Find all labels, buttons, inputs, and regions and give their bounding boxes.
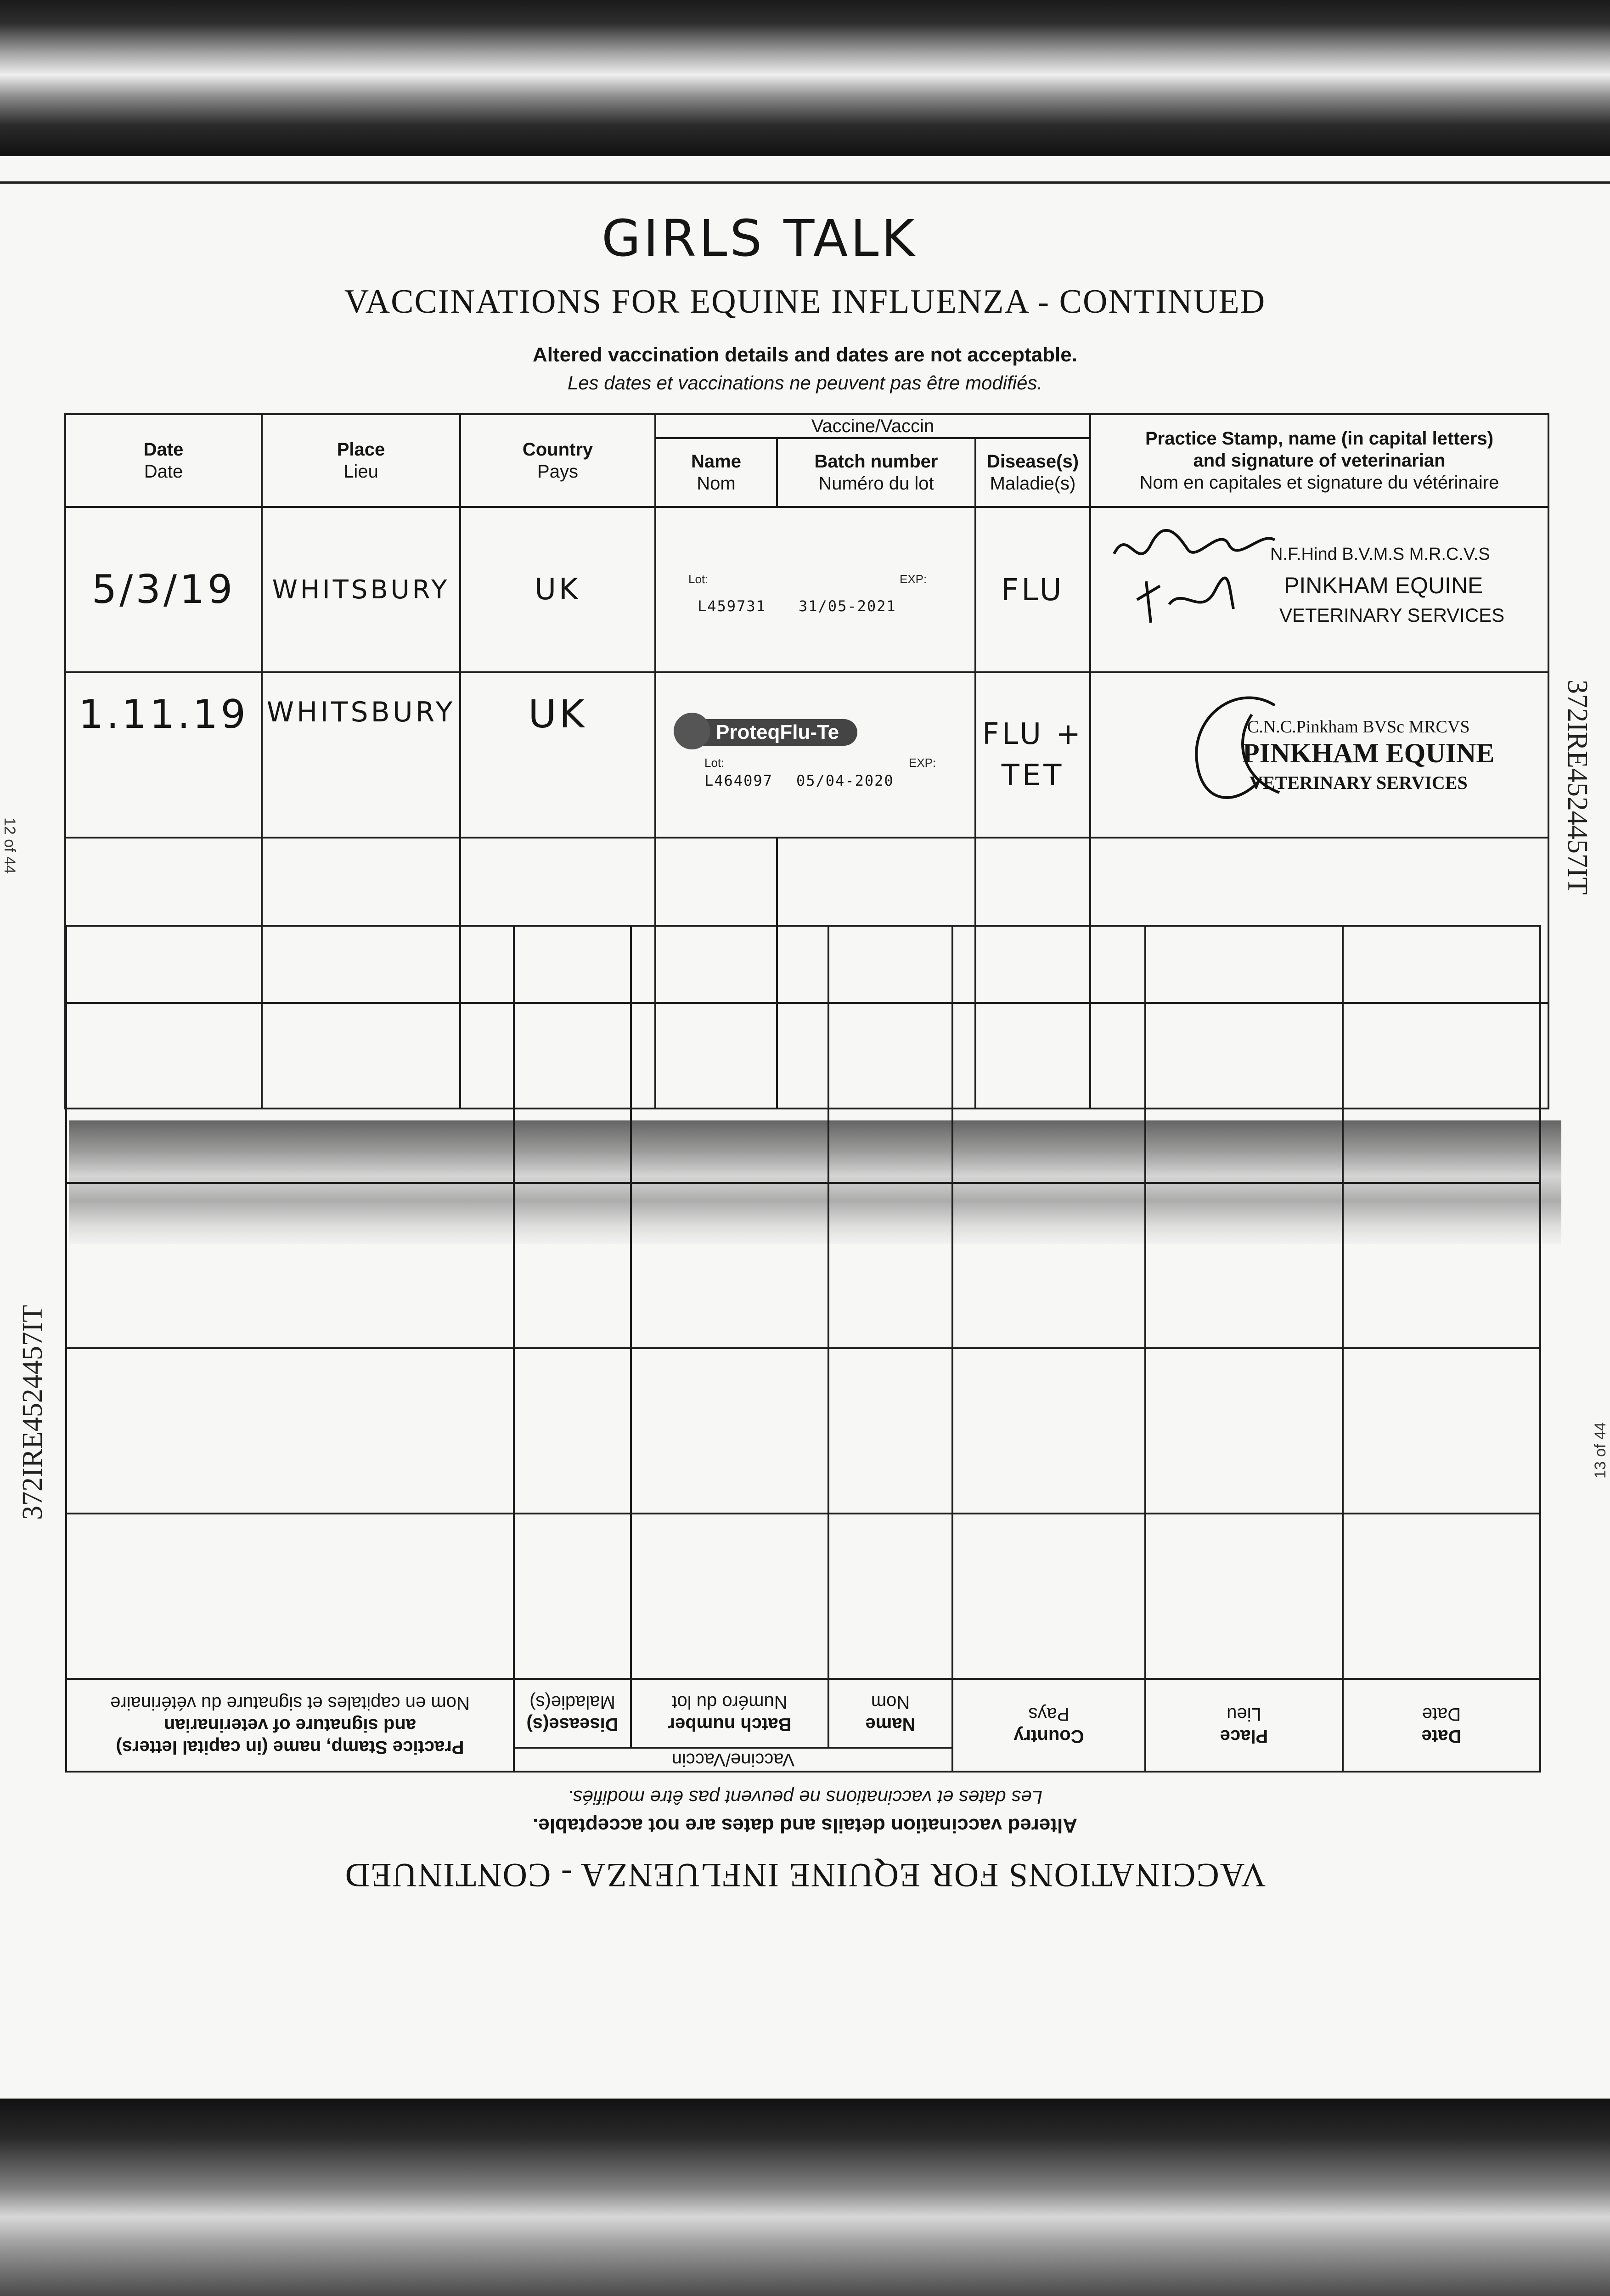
row2-exp: 05/04-2020 xyxy=(796,772,894,789)
header-vaccine: Vaccine/Vaccin xyxy=(514,1748,952,1772)
product-name: ProteqFlu-Te xyxy=(716,721,839,743)
row1-country: UK xyxy=(460,507,655,672)
header-batch: Batch number Numéro du lot xyxy=(777,438,975,507)
stamp-line: N.F.Hind B.V.M.S M.R.C.V.S xyxy=(1270,545,1490,564)
row1-disease: FLU xyxy=(975,507,1090,672)
stamp-line: VETERINARY SERVICES xyxy=(1279,604,1505,626)
row2-disease: FLU + TET xyxy=(975,672,1090,838)
stamp-line: PINKHAM EQUINE xyxy=(1284,573,1483,598)
stamp-line: VETERINARY SERVICES xyxy=(1250,772,1468,793)
row2-lot: L464097 xyxy=(704,772,773,789)
reference-number-upper: 372IRE4524457IT xyxy=(1562,680,1593,895)
handwritten-heading: GIRLS TALK xyxy=(602,209,918,268)
page-number-upper: 12 of 44 xyxy=(1,817,18,874)
header-stamp: Practice Stamp, name (in capital letters) and signature of veterinarian Nom en capitales et signature du vétérinaire xyxy=(1090,414,1548,507)
page-title-flipped: VACCINATIONS FOR EQUINE INFLUENZA - CONTINUED xyxy=(344,1856,1266,1894)
reference-number-lower: 372IRE4524457IT xyxy=(17,1305,48,1520)
header-stamp: Practice Stamp, name (in capital letters) and signature of veterinarian Nom en capitales et signature du vétérinaire xyxy=(66,1679,514,1772)
header-place: Place Lieu xyxy=(1145,1679,1343,1772)
table-row xyxy=(66,1348,1540,1514)
page-title: VACCINATIONS FOR EQUINE INFLUENZA - CONTINUED xyxy=(344,283,1266,321)
table-row xyxy=(66,926,1540,1183)
header-country: Country Pays xyxy=(460,414,655,507)
header-country: Country Pays xyxy=(952,1679,1145,1772)
header-place: Place Lieu xyxy=(262,414,460,507)
vaccination-table-flipped xyxy=(65,925,1541,1773)
stamp-line: PINKHAM EQUINE xyxy=(1243,738,1495,768)
header-batch: Batch number Numéro du lot xyxy=(631,1679,828,1748)
table-row xyxy=(66,1514,1540,1679)
header-name: Name Nom xyxy=(655,438,777,507)
row1-date: 5/3/19 xyxy=(65,507,262,672)
page-number-lower: 13 of 44 xyxy=(1592,1422,1609,1479)
row1-lot: L459731 xyxy=(698,597,766,615)
header-name: Name Nom xyxy=(828,1679,952,1748)
lot-label: Lot: xyxy=(704,756,725,770)
header-disease: Disease(s) Maladie(s) xyxy=(514,1679,631,1748)
row2-date: 1.11.19 xyxy=(65,672,262,838)
row2-country: UK xyxy=(460,672,655,838)
lot-label: Lot: xyxy=(688,572,709,586)
header-date: Date Date xyxy=(1343,1679,1540,1772)
header-date: Date Date xyxy=(65,414,262,507)
header-disease: Disease(s) Maladie(s) xyxy=(975,438,1090,507)
row1-exp: 31/05-2021 xyxy=(799,597,896,615)
exp-label: EXP: xyxy=(909,756,936,770)
stamp-line: C.N.C.Pinkham BVSc MRCVS xyxy=(1247,717,1470,737)
row1-place: WHITSBURY xyxy=(262,507,460,672)
exp-label: EXP: xyxy=(900,572,927,586)
notice-fr: Les dates et vaccinations ne peuvent pas être modifiés. xyxy=(567,372,1043,394)
row2-place: WHITSBURY xyxy=(262,672,460,838)
table-row xyxy=(66,1183,1540,1348)
notice-en-flipped: Altered vaccination details and dates are not acceptable. xyxy=(533,1814,1077,1837)
header-vaccine: Vaccine/Vaccin xyxy=(655,414,1090,438)
notice-fr-flipped: Les dates et vaccinations ne peuvent pas être modifiés. xyxy=(567,1787,1043,1808)
notice-en: Altered vaccination details and dates are not acceptable. xyxy=(533,343,1077,366)
